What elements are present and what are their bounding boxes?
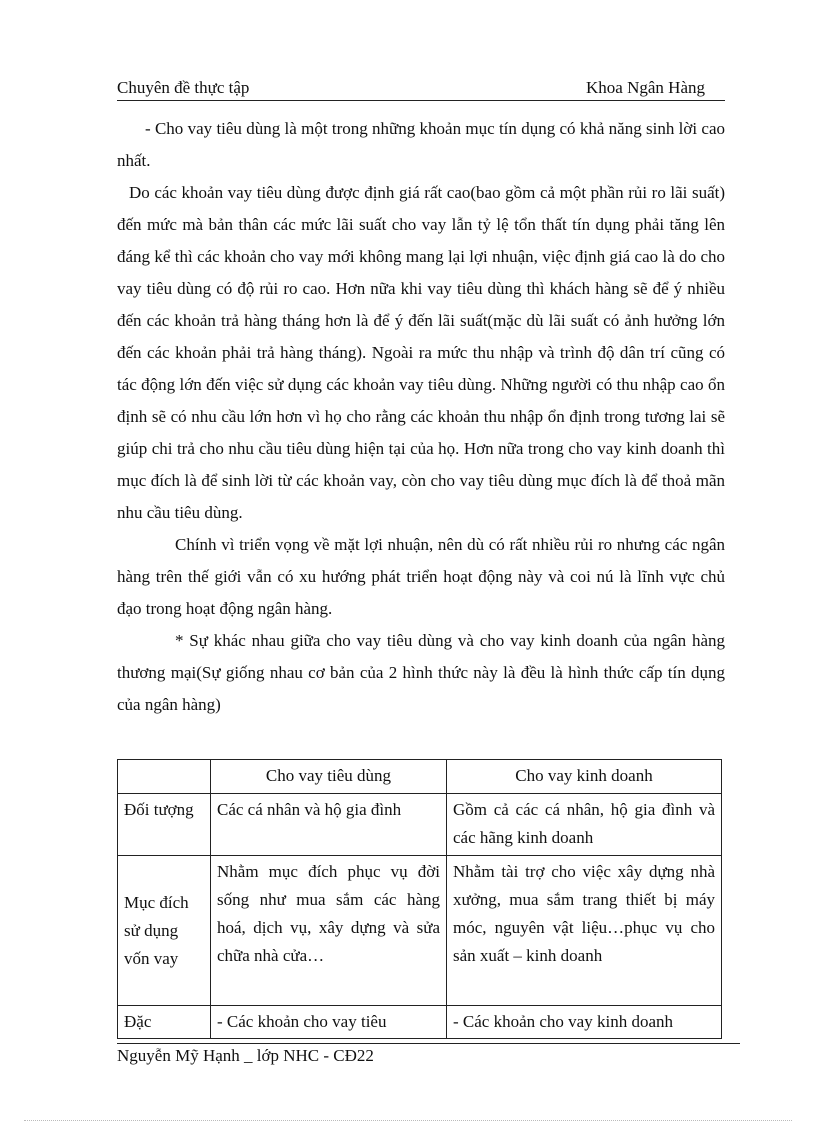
table-cell: Đối tượng — [118, 794, 211, 856]
table-cell: - Các khoản cho vay kinh doanh — [447, 1006, 722, 1039]
comparison-table — [117, 759, 722, 1039]
page-footer — [117, 1043, 740, 1066]
table-cell: Nhằm tài trợ cho việc xây dựng nhà xưởng, mua sắm trang thiết bị máy móc, nguyên vật liệu…phục vụ cho sản xuất – kinh doanh — [447, 856, 722, 1006]
table-cell: Gồm cả các cá nhân, hộ gia đình và các hãng kinh doanh — [447, 794, 722, 856]
header-left: Chuyên đề thực tập — [117, 78, 250, 97]
header-right: Khoa Ngân Hàng — [586, 78, 705, 97]
table-header-row — [118, 760, 722, 794]
table-cell: Đặc — [118, 1006, 211, 1039]
paragraph: Chính vì triển vọng về mặt lợi nhuận, nên dù có rất nhiều rủi ro nhưng các ngân hàng trên thế giới vẫn có xu hướng phát triển hoạt động này và coi nú là lĩnh vực chủ đạo trong hoạt động ngân hàng. — [117, 535, 725, 618]
paragraph: Do các khoản vay tiêu dùng được định giá rất cao(bao gồm cả một phần rủi ro lãi suất) đến mức mà bản thân các mức lãi suất cho vay lẫn tỷ lệ tổn thất tín dụng phải tăng lên đáng kể thì các khoản cho vay mới không mang lại lợi nhuận, việc định giá cao là do cho vay tiêu dùng có độ rủi ro cao. Hơn nữa khi vay tiêu dùng thì khách hàng sẽ để ý nhiều đến các khoản trả hàng tháng hơn là để ý đến lãi suất(mặc dù lãi suất có ảnh hưởng lớn đến các khoản phải trả hàng tháng). Ngoài ra mức thu nhập và trình độ dân trí cũng có tác động lớn đến việc sử dụng các khoản vay tiêu dùng. Những người có thu nhập cao ổn định sẽ có nhu cầu lớn hơn vì họ cho rằng các khoản thu nhập ổn định trong tương lai sẽ giúp chi trả cho nhu cầu tiêu dùng hiện tại của họ. Hơn nữa trong cho vay kinh doanh thì mục đích là để sinh lời từ các khoản vay, còn cho vay tiêu dùng mục đích là để thoả mãn nhu cầu tiêu dùng. — [117, 183, 725, 522]
page-bottom-divider — [24, 1120, 792, 1121]
table-header-cell: Cho vay tiêu dùng — [211, 760, 447, 794]
paragraph: * Sự khác nhau giữa cho vay tiêu dùng và cho vay kinh doanh của ngân hàng thương mại(Sự giống nhau cơ bản của 2 hình thức này là đều là hình thức cấp tín dụng của ngân hàng) — [117, 631, 725, 714]
table-cell: Các cá nhân và hộ gia đình — [211, 794, 447, 856]
document-body — [117, 113, 725, 721]
page-header — [117, 78, 725, 101]
table-row — [118, 856, 722, 1006]
table-row — [118, 1006, 722, 1039]
table-cell: Nhằm mục đích phục vụ đời sống như mua sắm các hàng hoá, dịch vụ, xây dựng và sửa chữa nhà cửa… — [211, 856, 447, 1006]
table-header-cell: Cho vay kinh doanh — [447, 760, 722, 794]
paragraph: - Cho vay tiêu dùng là một trong những khoản mục tín dụng có khả năng sinh lời cao nhất. — [117, 119, 725, 170]
footer-text: Nguyễn Mỹ Hạnh _ lớp NHC - CĐ22 — [117, 1046, 374, 1065]
table-cell: Mục đích sử dụng vốn vay — [118, 856, 211, 1006]
table-row — [118, 794, 722, 856]
table-cell: - Các khoản cho vay tiêu — [211, 1006, 447, 1039]
table-header-cell — [118, 760, 211, 794]
